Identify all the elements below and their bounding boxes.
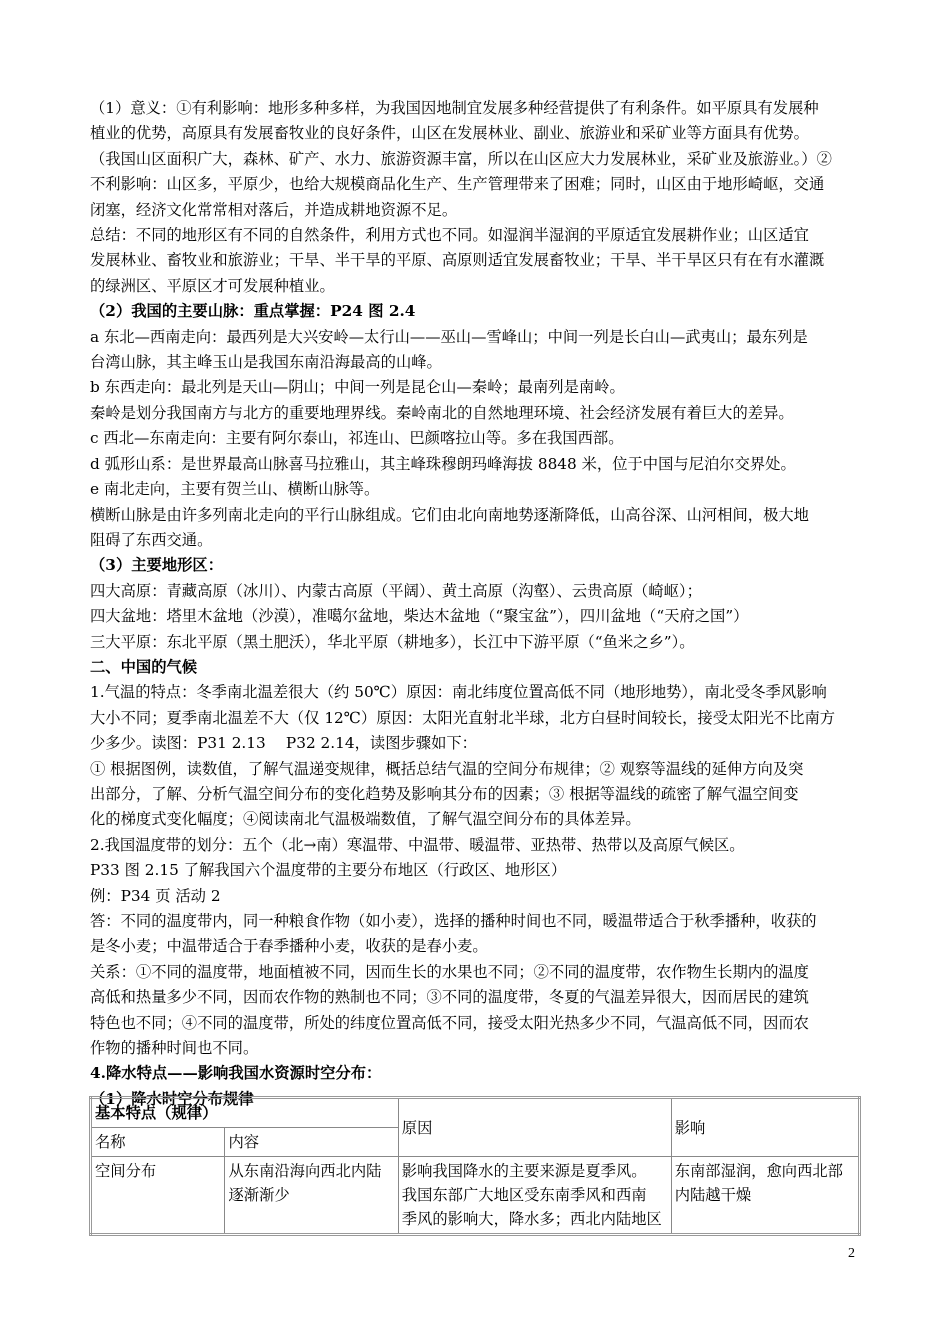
text-line: 例：P34 页 活动 2 (90, 886, 221, 905)
table-header-impact-label: 影响 (674, 1118, 706, 1137)
text-line: 秦岭是划分我国南方与北方的重要地理界线。秦岭南北的自然地理环境、社会经济发展有着巨大的差异。 (90, 403, 794, 422)
text-line: 化的梯度式变化幅度；④阅读南北气温极端数值，了解气温空间分布的具体差异。 (90, 810, 641, 829)
text-line: 作物的播种时间也不同。 (90, 1039, 259, 1058)
text-line: P33 图 2.15 了解我国六个温度带的主要分布地区（行政区、地形区） (90, 861, 567, 880)
text-line: 不利影响：山区多，平原少，也给大规模商品化生产、生产管理带来了困难；同时，山区由于地形崎岖，交通 (90, 175, 825, 194)
text-line: 发展林业、畜牧业和旅游业；干旱、半干旱的平原、高原则适宜发展畜牧业；干旱、半干旱区只有在有水灌溉 (90, 251, 825, 270)
text-line: 横断山脉是由许多列南北走向的平行山脉组成。它们由北向南地势逐渐降低，山高谷深、山河相间，极大地 (90, 505, 809, 524)
cell-line: 影响我国降水的主要来源是夏季风。 (401, 1162, 647, 1180)
section-heading: （1）降水时空分布规律 (90, 1089, 254, 1108)
document-body (90, 96, 865, 1112)
cell-line: 东南部湿润，愈向西北部 (674, 1162, 843, 1180)
text-line: 闭塞，经济文化常常相对落后，并造成耕地资源不足。 (90, 200, 458, 219)
section-heading: 二、中国的气候 (90, 657, 198, 676)
section-heading: 4.降水特点——影响我国水资源时空分布： (90, 1064, 382, 1083)
text-line: 2.我国温度带的划分：五个（北→南）寒温带、中温带、暖温带、亚热带、热带以及高原气候区。 (90, 835, 745, 854)
cell-line: 逐渐渐少 (228, 1186, 290, 1204)
text-line: 植业的优势，高原具有发展畜牧业的良好条件，山区在发展林业、副业、旅游业和采矿业等方面具有优势。 (90, 124, 809, 143)
table-header-content: 内容 (225, 1128, 398, 1157)
table-header-reason (398, 1098, 671, 1157)
text-line: 三大平原：东北平原（黑土肥沃），华北平原（耕地多），长江中下游平原（“鱼米之乡”）。 (90, 632, 695, 651)
table-header-impact (671, 1098, 859, 1157)
table-header-name: 名称 (91, 1128, 225, 1157)
text-line: （我国山区面积广大，森林、矿产、水力、旅游资源丰富，所以在山区应大力发展林业，采矿业及旅游业。）② (90, 149, 832, 168)
text-line: 四大高原：青藏高原（冰川）、内蒙古高原（平阔）、黄土高原（沟壑）、云贵高原（崎岖）； (90, 581, 702, 600)
table-cell-impact (671, 1157, 859, 1235)
precipitation-table (89, 1096, 861, 1236)
cell-line: 从东南沿海向西北内陆 (228, 1162, 382, 1180)
text-line: 台湾山脉，其主峰玉山是我国东南沿海最高的山峰。 (90, 353, 442, 372)
table-cell-content (225, 1157, 398, 1235)
cell-line: 内陆越干燥 (674, 1186, 752, 1204)
text-line: 出部分，了解、分析气温空间分布的变化趋势及影响其分布的因素；③ 根据等温线的疏密了解气温空间变 (90, 784, 799, 803)
text-line: b 东西走向：最北列是天山—阴山；中间一列是昆仑山—秦岭；最南列是南岭。 (90, 378, 625, 397)
text-line: 少多少。读图：P31 2.13 P32 2.14，读图步骤如下： (90, 734, 477, 753)
text-line: d 弧形山系：是世界最高山脉喜马拉雅山，其主峰珠穆朗玛峰海拔 8848 米，位于中国与尼泊尔交界处。 (90, 454, 796, 473)
text-line: （1）意义：①有利影响：地形多种多样，为我国因地制宜发展多种经营提供了有利条件。如平原具有发展种 (90, 99, 819, 117)
text-line: c 西北—东南走向：主要有阿尔泰山，祁连山、巴颜喀拉山等。多在我国西部。 (90, 429, 624, 448)
text-line: 四大盆地：塔里木盆地（沙漠），准噶尔盆地，柴达木盆地（“聚宝盆”），四川盆地（“天府之国”） (90, 607, 749, 626)
page-number: 2 (848, 1246, 855, 1261)
table-cell-reason (398, 1157, 671, 1235)
text-line: 是冬小麦；中温带适合于春季播种小麦，收获的是春小麦。 (90, 937, 488, 956)
text-line: 的绿洲区、平原区才可发展种植业。 (90, 276, 335, 295)
section-heading: （3）主要地形区： (90, 556, 224, 575)
table-header-basic-features: 基本特点（规律） (91, 1098, 399, 1128)
cell-line: 我国东部广大地区受东南季风和西南 (401, 1186, 647, 1204)
text-line: 答：不同的温度带内，同一种粮食作物（如小麦），选择的播种时间也不同，暖温带适合于秋季播种，收获的 (90, 912, 817, 930)
text-line: 1.气温的特点：冬季南北温差很大（约 50℃）原因：南北纬度位置高低不同（地形地势），南北受冬季风影响 (90, 683, 827, 702)
text-line: 总结：不同的地形区有不同的自然条件，利用方式也不同。如湿润半湿润的平原适宜发展耕作业；山区适宜 (90, 226, 809, 245)
text-line: 高低和热量多少不同，因而农作物的熟制也不同；③不同的温度带，冬夏的气温差异很大，因而居民的建筑 (90, 988, 809, 1007)
text-line: 大小不同；夏季南北温差不大（仅 12℃）原因：太阳光直射北半球，北方白昼时间较长，接受太阳光不比南方 (90, 708, 836, 727)
cell-line: 季风的影响大，降水多；西北内陆地区 (401, 1210, 662, 1228)
text-line: 阻碍了东西交通。 (90, 530, 213, 549)
section-heading: （2）我国的主要山脉：重点掌握：P24 图 2.4 (90, 302, 416, 321)
table-row (91, 1157, 860, 1235)
text-line: e 南北走向，主要有贺兰山、横断山脉等。 (90, 480, 380, 499)
table-header-row (91, 1098, 860, 1128)
text-line: 特色也不同；④不同的温度带，所处的纬度位置高低不同，接受太阳光热多少不同，气温高低不同，因而农 (90, 1013, 809, 1032)
text-line: a 东北—西南走向：最西列是大兴安岭—太行山——巫山—雪峰山；中间一列是长白山—武夷山；最东列是 (90, 327, 808, 346)
text-line: ① 根据图例，读数值，了解气温递变规律，概括总结气温的空间分布规律；② 观察等温线的延伸方向及突 (90, 759, 804, 778)
table-header-reason-label: 原因 (401, 1118, 433, 1137)
table-cell-name: 空间分布 (91, 1157, 225, 1235)
text-line: 关系：①不同的温度带，地面植被不同，因而生长的水果也不同；②不同的温度带，农作物生长期内的温度 (90, 962, 809, 981)
